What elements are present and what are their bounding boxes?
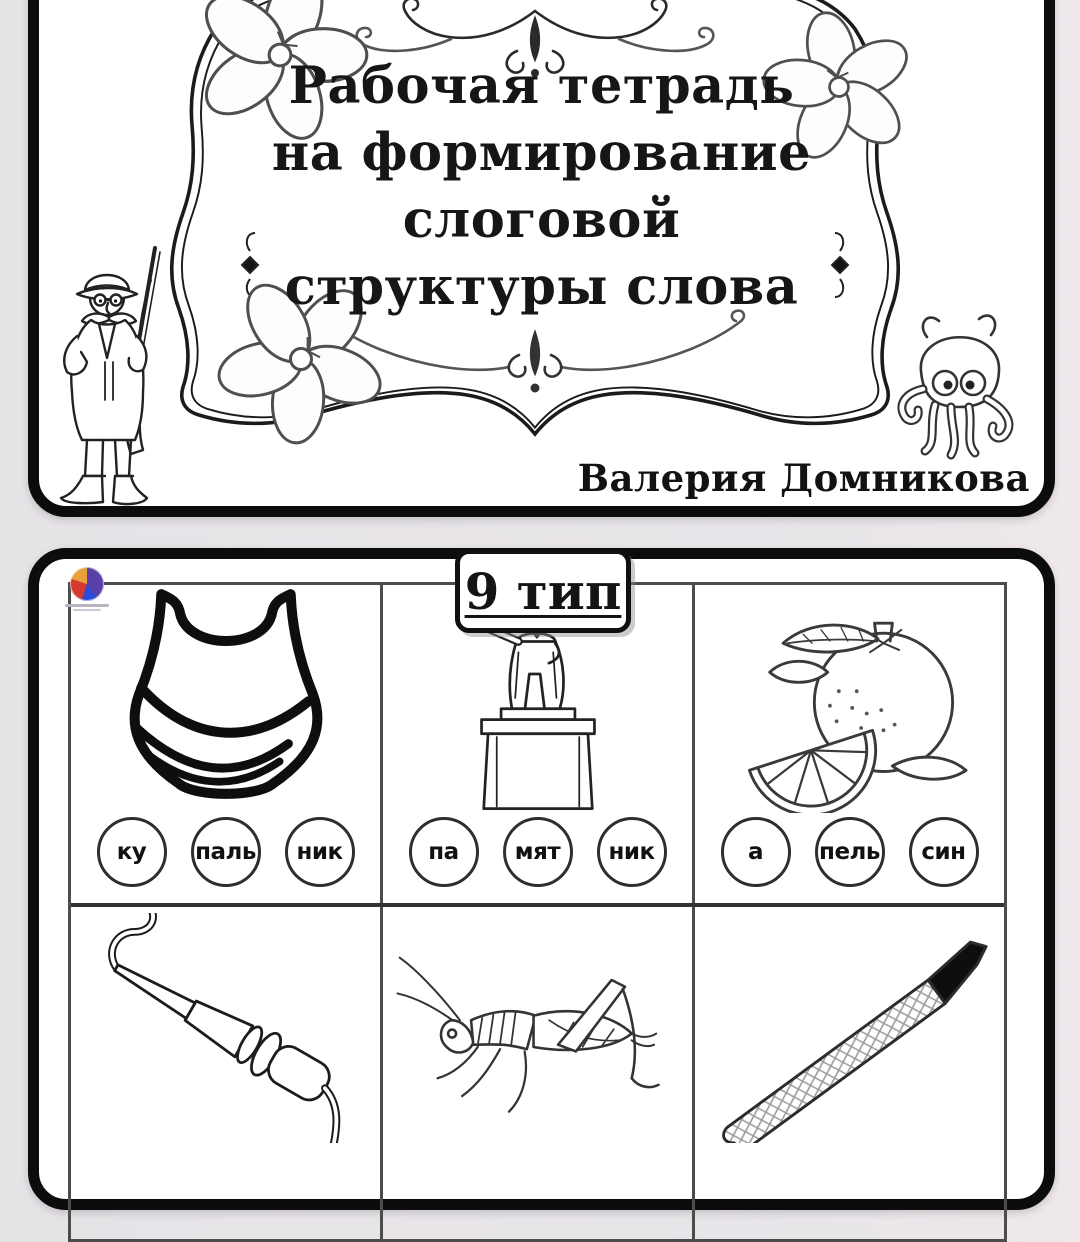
- syllable-circle: а: [721, 817, 791, 887]
- syllable-circle: паль: [191, 817, 261, 887]
- syllable-row: [409, 817, 667, 887]
- syllable-circle: мят: [503, 817, 573, 887]
- worksheet-row-2: [71, 907, 1004, 1239]
- syllable-circle: син: [909, 817, 979, 887]
- soldering-iron-icon: [71, 907, 380, 1239]
- octopus-icon: [902, 316, 1009, 455]
- orange-icon: [695, 585, 1004, 813]
- type-label-box: [455, 549, 631, 633]
- type-label: 9 тип: [464, 561, 622, 621]
- worksheet-table: [68, 582, 1007, 1242]
- worksheet-card: [28, 548, 1055, 1210]
- syllable-row: [97, 817, 355, 887]
- title-line-2: на формирование: [271, 123, 812, 183]
- syllable-circle: пель: [815, 817, 885, 887]
- syllable-circle: ник: [597, 817, 667, 887]
- cover-title: [179, 53, 904, 321]
- cell-file-tool: [695, 907, 1004, 1239]
- cell-swimsuit: [71, 585, 383, 903]
- cell-grasshopper: [383, 907, 695, 1239]
- syllable-row: [721, 817, 979, 887]
- title-line-3: слоговой: [402, 190, 681, 250]
- cover-card: [28, 0, 1055, 517]
- publisher-logo-icon: [59, 567, 115, 611]
- title-line-4: структуры слова: [284, 257, 799, 317]
- author-name: Валерия Домникова: [577, 456, 1030, 500]
- syllable-circle: ку: [97, 817, 167, 887]
- cell-soldering-iron: [71, 907, 383, 1239]
- cell-orange: [695, 585, 1004, 903]
- worksheet-row-1: [71, 585, 1004, 907]
- swimsuit-icon: [71, 585, 380, 813]
- title-line-1: Рабочая тетрадь: [288, 56, 795, 116]
- syllable-circle: ник: [285, 817, 355, 887]
- syllable-circle: па: [409, 817, 479, 887]
- file-tool-icon: [695, 907, 1004, 1239]
- flourish-bottom-icon: [326, 311, 744, 393]
- hunter-icon: [61, 248, 160, 504]
- grasshopper-icon: [383, 907, 692, 1239]
